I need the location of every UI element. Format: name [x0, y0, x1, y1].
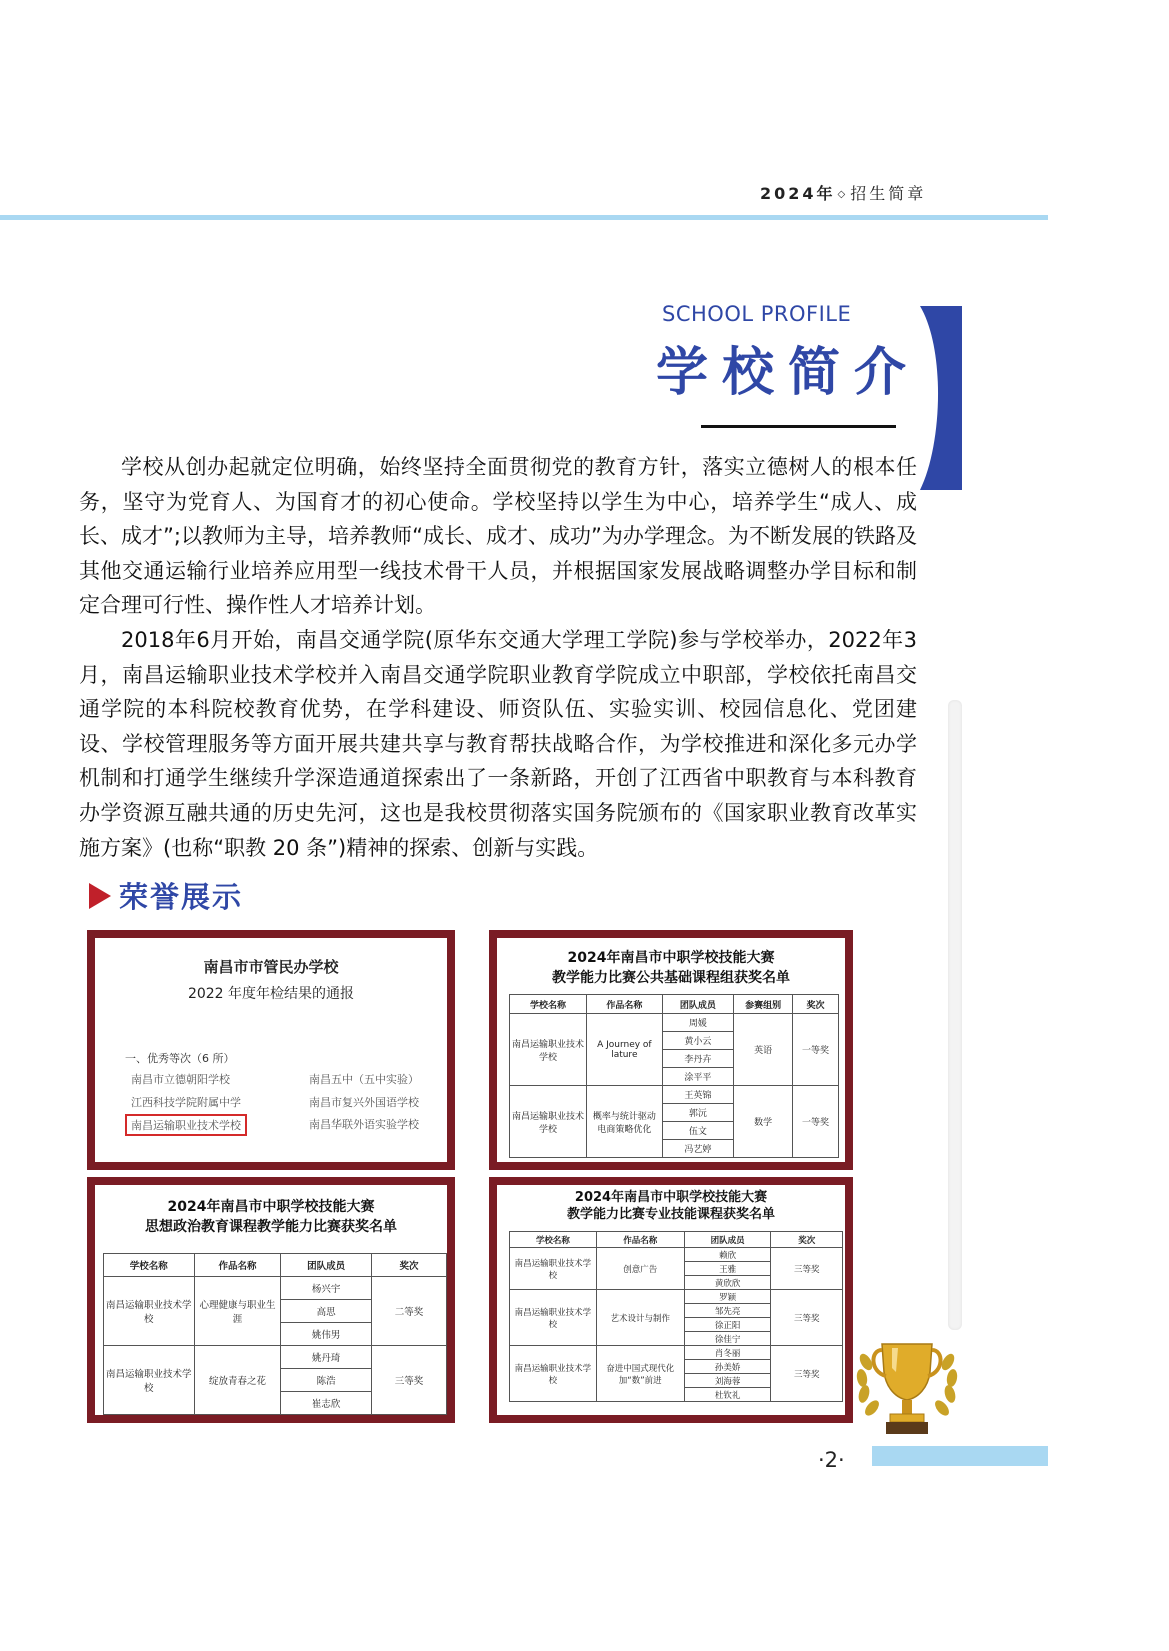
- cert3-table: [103, 1253, 447, 1415]
- trophy-icon: [852, 1322, 962, 1442]
- table-cell: 王雅: [684, 1262, 771, 1276]
- section-title-zh: 学校简介: [656, 343, 921, 403]
- table-header: 团队成员: [684, 1232, 771, 1248]
- table-header-row: [510, 995, 839, 1014]
- table-cell: 英语: [734, 1014, 793, 1086]
- table-cell: 李丹卉: [662, 1050, 734, 1068]
- table-header: 参赛组别: [734, 995, 793, 1014]
- table-cell: 肖冬丽: [684, 1346, 771, 1360]
- table-row: [104, 1277, 447, 1300]
- cert2-title-line1: 2024年南昌市中职学校技能大赛: [567, 950, 775, 966]
- table-cell: 陈浩: [281, 1369, 372, 1392]
- table-cell: 创意广告: [596, 1248, 684, 1290]
- table-row: [104, 1346, 447, 1369]
- table-cell: 心理健康与职业生涯: [194, 1277, 281, 1346]
- table-cell: 伍文: [662, 1122, 734, 1140]
- table-header: 奖次: [371, 1254, 446, 1277]
- header-subtitle: 招生简章: [850, 184, 927, 203]
- cert4-title-line1: 2024年南昌市中职学校技能大赛: [574, 1190, 768, 1205]
- cert4-title-line2: 教学能力比赛专业技能课程获奖名单: [566, 1207, 775, 1222]
- table-cell: 罗颖: [684, 1290, 771, 1304]
- cert1-section: 一、优秀等次（6 所）: [125, 1052, 235, 1065]
- table-cell: 三等奖: [771, 1346, 843, 1402]
- table-cell: 南昌运输职业技术学校: [510, 1086, 587, 1158]
- cert1-school-left-1: 南昌市立德朝阳学校: [131, 1073, 230, 1086]
- table-cell: 南昌运输职业技术学校: [510, 1248, 597, 1290]
- table-cell: 绽放青春之花: [194, 1346, 281, 1415]
- table-cell: 南昌运输职业技术学校: [104, 1346, 195, 1415]
- table-row: [510, 1014, 839, 1032]
- honor-title: 荣誉展示: [119, 880, 244, 914]
- section-title-en: SCHOOL PROFILE: [662, 302, 852, 326]
- cert1-school-left-2: 江西科技学院附属中学: [131, 1096, 241, 1109]
- table-cell: 杜钦礼: [684, 1388, 771, 1402]
- table-cell: 艺术设计与制作: [596, 1290, 684, 1346]
- table-cell: 三等奖: [771, 1290, 843, 1346]
- table-header: 奖次: [771, 1232, 843, 1248]
- table-cell: 孙美娇: [684, 1360, 771, 1374]
- table-cell: 概率与统计驱动电商策略优化: [587, 1086, 663, 1158]
- cert1-school-right-1: 南昌五中（五中实验）: [309, 1073, 419, 1086]
- table-cell: 冯艺婷: [662, 1140, 734, 1158]
- cert1-title: 南昌市市管民办学校: [203, 958, 339, 976]
- table-header: 团队成员: [662, 995, 734, 1014]
- triangle-marker-icon: [89, 883, 111, 909]
- cert1-school-right-2: 南昌市复兴外国语学校: [309, 1096, 419, 1109]
- table-header: 作品名称: [587, 995, 663, 1014]
- page-number-bar: [872, 1446, 1048, 1466]
- certificate-professional-skills: [489, 1177, 853, 1423]
- cert2-title-line2: 教学能力比赛公共基础课程组获奖名单: [552, 970, 790, 986]
- table-row: [510, 1248, 843, 1262]
- table-header-row: [104, 1254, 447, 1277]
- cert4-table: [509, 1231, 843, 1402]
- table-cell: A Journey of lature: [587, 1014, 663, 1086]
- section-title-underline: [701, 425, 896, 428]
- table-header: 奖次: [792, 995, 838, 1014]
- header-title: [760, 181, 926, 204]
- table-header-row: [510, 1232, 843, 1248]
- table-cell: 徐佳宁: [684, 1332, 771, 1346]
- table-cell: 南昌运输职业技术学校: [104, 1277, 195, 1346]
- table-header: 学校名称: [510, 1232, 597, 1248]
- table-cell: 王英锦: [662, 1086, 734, 1104]
- table-cell: 郭沅: [662, 1104, 734, 1122]
- table-header: 团队成员: [281, 1254, 372, 1277]
- table-cell: 姚丹琦: [281, 1346, 372, 1369]
- certificate-public-basic-course: [489, 930, 853, 1170]
- cert3-title-line2: 思想政治教育课程教学能力比赛获奖名单: [145, 1219, 397, 1235]
- cert1-school-right-3: 南昌华联外语实验学校: [309, 1118, 419, 1131]
- table-cell: 高思: [281, 1300, 372, 1323]
- table-cell: 南昌运输职业技术学校: [510, 1346, 597, 1402]
- profile-body: [79, 450, 917, 865]
- table-cell: 一等奖: [792, 1014, 838, 1086]
- table-cell: 徐正阳: [684, 1318, 771, 1332]
- certificate-ideological-political: [87, 1177, 455, 1423]
- cert2-table: [509, 994, 839, 1158]
- diamond-icon: ◇: [837, 189, 849, 200]
- profile-paragraph-1: 学校从创办起就定位明确，始终坚持全面贯彻党的教育方针，落实立德树人的根本任务，坚守为党育人、为国育才的初心使命。学校坚持以学生为中心，培养学生“成人、成长、成才”;以教师为主导，培养教师“成长、成才、成功”为办学理念。为不断发展的铁路及其他交通运输行业培养应用型一线技术骨干人员，并根据国家发展战略调整办学目标和制定合理可行性、操作性人才培养计划。: [79, 455, 917, 618]
- table-cell: 三等奖: [371, 1346, 446, 1415]
- table-header: 学校名称: [510, 995, 587, 1014]
- cert1-school-highlighted: 南昌运输职业技术学校: [125, 1114, 247, 1136]
- table-header: 作品名称: [596, 1232, 684, 1248]
- table-cell: 奋进中国式现代化加“数”前进: [596, 1346, 684, 1402]
- page-number: ·2·: [818, 1448, 845, 1472]
- table-header: 作品名称: [194, 1254, 281, 1277]
- honor-heading: [89, 875, 243, 916]
- cert1-subtitle: 2022 年度年检结果的通报: [187, 986, 355, 1002]
- header-year: 2024年: [760, 184, 836, 203]
- table-cell: 崔志欣: [281, 1392, 372, 1415]
- table-cell: 一等奖: [792, 1086, 838, 1158]
- table-cell: 南昌运输职业技术学校: [510, 1014, 587, 1086]
- table-row: [510, 1086, 839, 1104]
- certificate-annual-inspection: [87, 930, 455, 1170]
- table-cell: 涂平平: [662, 1068, 734, 1086]
- bracket-decoration: [920, 306, 962, 490]
- table-header: 学校名称: [104, 1254, 195, 1277]
- table-row: [510, 1290, 843, 1304]
- table-cell: 周媛: [662, 1014, 734, 1032]
- header-divider: [0, 215, 1048, 220]
- side-scroll-decoration: [948, 700, 962, 1330]
- table-cell: 数学: [734, 1086, 793, 1158]
- table-cell: 姚伟男: [281, 1323, 372, 1346]
- cert3-title-line1: 2024年南昌市中职学校技能大赛: [167, 1199, 375, 1215]
- profile-paragraph-2: 2018年6月开始，南昌交通学院(原华东交通大学理工学院)参与学校举办，2022年3月，南昌运输职业技术学校并入南昌交通学院职业教育学院成立中职部，学校依托南昌交通学院的本科院校教育优势，在学科建设、师资队伍、实验实训、校园信息化、党团建设、学校管理服务等方面开展共建共享与教育帮扶战略合作，为学校推进和深化多元办学机制和打通学生继续升学深造通道探索出了一条新路，开创了江西省中职教育与本科教育办学资源互融共通的历史先河，这也是我校贯彻落实国务院颁布的《国家职业教育改革实施方案》(也称“职教 20 条”)精神的探索、创新与实践。: [79, 627, 917, 860]
- table-cell: 黄小云: [662, 1032, 734, 1050]
- table-cell: 三等奖: [771, 1248, 843, 1290]
- table-row: [510, 1346, 843, 1360]
- table-cell: 南昌运输职业技术学校: [510, 1290, 597, 1346]
- table-cell: 赖欣: [684, 1248, 771, 1262]
- table-cell: 刘海蓉: [684, 1374, 771, 1388]
- table-cell: 杨兴宇: [281, 1277, 372, 1300]
- table-cell: 二等奖: [371, 1277, 446, 1346]
- table-cell: 邹先亮: [684, 1304, 771, 1318]
- table-cell: 黄欣欣: [684, 1276, 771, 1290]
